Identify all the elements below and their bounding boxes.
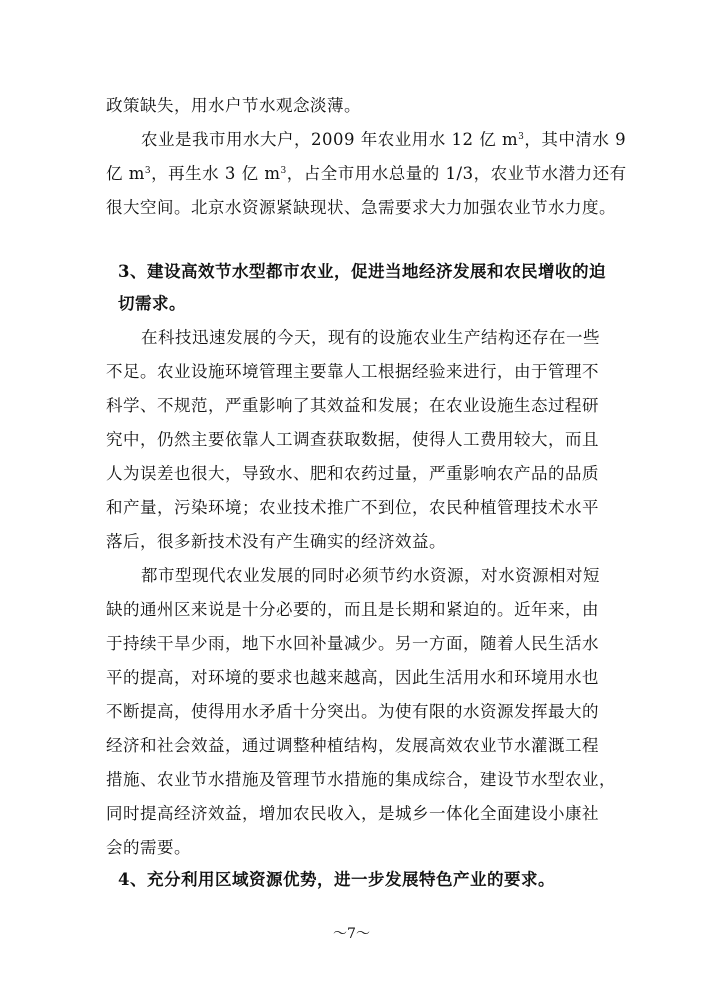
section-heading: 切需求。 xyxy=(118,294,186,313)
section-heading: 4、充分利用区域资源优势，进一步发展特色产业的要求。 xyxy=(118,870,555,889)
superscript: 3 xyxy=(280,166,287,176)
superscript: 3 xyxy=(144,166,152,176)
page-number: ～7～ xyxy=(333,926,370,942)
text-line: 在科技迅速发展的今天，现有的设施农业生产结构还存在一些 xyxy=(141,328,600,347)
text-line: 同时提高经济效益，增加农民收入，是城乡一体化全面建设小康社 xyxy=(106,804,599,823)
text-line: 会的需要。 xyxy=(106,838,191,857)
text-line: 经济和社会效益，通过调整种植结构，发展高效农业节水灌溉工程 xyxy=(106,736,599,755)
text-line: 亿 $m^3$，再生水 3 亿 $m^3$，占全市用水总量的 1/3，农业节水潜力还有 xyxy=(106,164,627,183)
text-line: 措施、农业节水措施及管理节水措施的集成综合，建设节水型农业， xyxy=(106,770,616,789)
text-line: 科学、不规范，严重影响了其效益和发展；在农业设施生态过程研 xyxy=(106,396,599,415)
text-line: 人为误差也很大，导致水、肥和农药过量，严重影响农产品的品质 xyxy=(106,464,599,483)
text-line: 很大空间。北京水资源紧缺现状、急需要求大力加强农业节水力度。 xyxy=(106,198,616,217)
text-line: 缺的通州区来说是十分必要的，而且是长期和紧迫的。近年来，由 xyxy=(106,600,599,619)
text-line: 落后，很多新技术没有产生确实的经济效益。 xyxy=(106,532,446,551)
text-line: 和产量，污染环境；农业技术推广不到位，农民种植管理技术水平 xyxy=(106,498,599,517)
text-line: 究中，仍然主要依靠人工调查获取数据，使得人工费用较大，而且 xyxy=(106,430,599,449)
text-line: 于持续干旱少雨，地下水回补量减少。另一方面，随着人民生活水 xyxy=(106,634,599,653)
superscript: 3 xyxy=(518,132,525,142)
text-line: 不断提高，使得用水矛盾十分突出。为使有限的水资源发挥最大的 xyxy=(106,702,599,721)
text-line: 都市型现代农业发展的同时必须节约水资源，对水资源相对短 xyxy=(141,566,600,585)
text-line: 政策缺失，用水户节水观念淡薄。 xyxy=(106,96,361,115)
section-heading: 3、建设高效节水型都市农业，促进当地经济发展和农民增收的迫 xyxy=(118,262,606,281)
text-line: 不足。农业设施环境管理主要靠人工根据经验来进行，由于管理不 xyxy=(106,362,599,381)
text-line: 农业是我市用水大户，2009 年农业用水 12 亿 $m^3$，其中清水 9 xyxy=(141,130,627,149)
text-line: 平的提高，对环境的要求也越来越高，因此生活用水和环境用水也 xyxy=(106,668,599,687)
